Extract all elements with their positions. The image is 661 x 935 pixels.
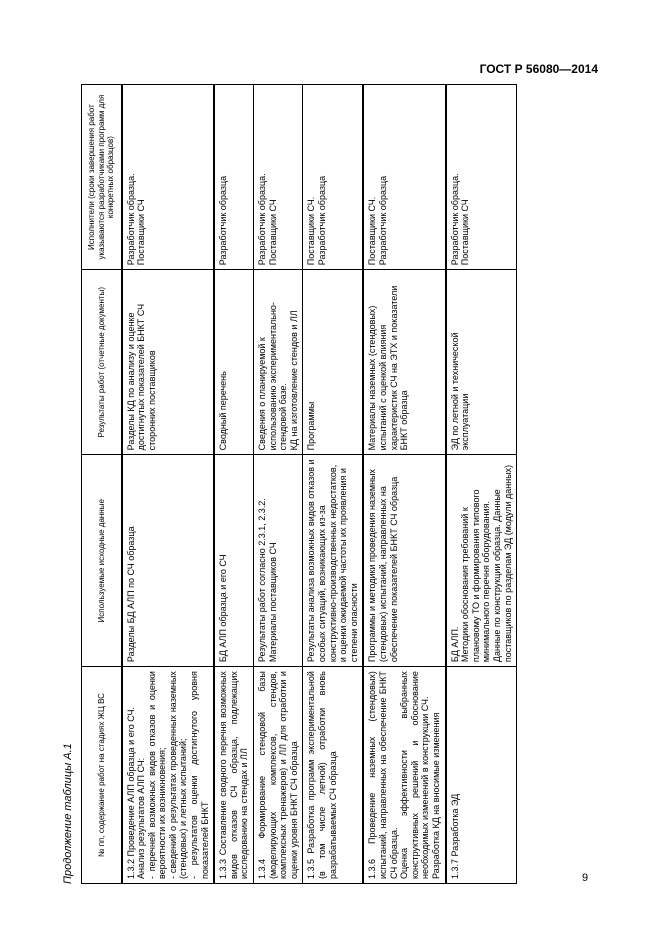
- cell-text: Сводный перечень: [218, 371, 229, 451]
- cell-text: ЭД по летной и технической эксплуатации: [449, 332, 471, 451]
- stage-cell: [214, 667, 253, 884]
- cell-text: Поставщики СЧ: [136, 199, 147, 266]
- results-cell: [446, 270, 517, 455]
- cell-text: Результаты работ согласно 2.3.1, 2.3.2.: [257, 498, 268, 663]
- cell-text: Анализ результатов АЛП СЧ:: [136, 757, 147, 879]
- stage-cell: [122, 667, 215, 884]
- cell-text: 1.3.7 Разработка ЭД: [449, 793, 460, 879]
- cell-text: Программы: [306, 401, 317, 451]
- results-cell: [214, 270, 253, 455]
- rotated-table-block: [61, 84, 558, 884]
- results-cell: [122, 270, 215, 455]
- cell-text: Разработчик образца.: [449, 173, 460, 266]
- table-row: [122, 85, 215, 884]
- results-cell: [254, 270, 303, 455]
- cell-text: 1.3.4 Формирование стендовой базы (моделирующих комплексов, стендов, комплексных тренажеров) и ЛЛ для отработки и оценки уровня БНКТ СЧ образца: [257, 671, 299, 879]
- table-row: [303, 85, 363, 884]
- table-row: [214, 85, 253, 884]
- cell-text: КД на изготовление стендов и ЛЛ: [288, 310, 299, 451]
- inputs-cell: [363, 455, 445, 667]
- inputs-cell: [122, 455, 215, 667]
- cell-text: - сведений о результатах проведенных наземных (стендовых) и летных испытаний;: [167, 671, 189, 879]
- cell-text: Методики обоснования требований к плановому ТО и формирования типового минимального перечня оборудования.: [460, 489, 492, 663]
- table-caption: Продолжение таблицы А.1: [62, 743, 74, 884]
- cell-text: Разработчик образца: [377, 175, 388, 266]
- cell-text: Разработчик образца.: [125, 173, 136, 266]
- cell-text: Разработка КД на вносимые изменения: [430, 712, 441, 879]
- table-body: [122, 85, 517, 884]
- cell-text: 1.3.5 Разработка программ экспериментальной (в том числе летной) отработки вновь разрабатываемых СЧ образца: [306, 671, 338, 879]
- column-header: Используемые исходные данные: [82, 455, 122, 667]
- inputs-cell: [214, 455, 253, 667]
- stage-cell: [363, 667, 445, 884]
- executors-cell: [214, 85, 253, 270]
- results-cell: [363, 270, 445, 455]
- requirements-table: [81, 84, 517, 884]
- table-row: [363, 85, 445, 884]
- column-header: Исполнители (сроки завершения работ указываются разработчиками программ для конкретных образцов): [82, 85, 122, 270]
- stage-cell: [446, 667, 517, 884]
- cell-text: Поставщики СЧ.: [367, 196, 378, 266]
- cell-text: Сведения о планируемой к использованию экспериментально-стендовой базе.: [257, 302, 289, 451]
- stage-cell: [254, 667, 303, 884]
- cell-text: Разработчик образца.: [257, 173, 268, 266]
- cell-text: Разработчик образца: [317, 175, 327, 266]
- stage-cell: [303, 667, 363, 884]
- cell-text: БД АЛП.: [449, 626, 460, 663]
- cell-text: 1.3.6 Проведение наземных (стендовых) испытаний, направленных на обеспечение БНКТ СЧ образца.: [367, 671, 399, 879]
- cell-text: Поставщики СЧ.: [306, 196, 317, 266]
- executors-cell: [446, 85, 517, 270]
- cell-text: Разделы БД АЛП по СЧ образца: [125, 526, 136, 663]
- page-number: 9: [582, 872, 589, 884]
- cell-text: Материалы поставщиков СЧ: [267, 542, 278, 663]
- cell-text: - результатов оценки достигнутого уровня показателей БНКТ: [189, 671, 210, 879]
- cell-text: Оценка эффективности выбранных конструктивных решений и обоснование необходимых изменений в конструкции СЧ.: [399, 671, 431, 879]
- cell-text: Поставщики СЧ: [267, 199, 278, 266]
- executors-cell: [254, 85, 303, 270]
- column-header: № пп, содержание работ на стадиях ЖЦ ВС: [82, 667, 122, 884]
- column-header: Результаты работ (отчетные документы): [82, 270, 122, 455]
- cell-text: 1.3.2 Проведение АЛП образца и его СЧ.: [125, 706, 136, 879]
- standard-code: ГОСТ Р 56080—2014: [479, 62, 598, 76]
- inputs-cell: [254, 455, 303, 667]
- executors-cell: [363, 85, 445, 270]
- cell-text: 1.3.3 Составление сводного перечня возможных видов отказов СЧ образца, подлежащих исследованию на стендах и ЛЛ: [218, 671, 250, 879]
- cell-text: БД АЛП образца и его СЧ: [218, 554, 229, 663]
- executors-cell: [303, 85, 363, 270]
- results-cell: [303, 270, 363, 455]
- cell-text: Программы и методики проведения наземных (стендовых) испытаний, направленных на обеспечение показателей БНКТ СЧ образца: [367, 468, 399, 663]
- table-row: [446, 85, 517, 884]
- cell-text: - перечней возможных видов отказов и оценки вероятности их возникновения;: [146, 671, 168, 879]
- table-row: [254, 85, 303, 884]
- cell-text: Материалы наземных (стендовых) испытаний с оценкой влияния характеристик СЧ на ЭТХ и показатели БНКТ образца: [367, 285, 410, 451]
- cell-text: Разделы КД по анализу и оценке достигнутых показателей БНКТ СЧ сторонних поставщиков: [125, 303, 157, 451]
- inputs-cell: [303, 455, 363, 667]
- inputs-cell: [446, 455, 517, 667]
- cell-text: Разработчик образца: [218, 175, 229, 266]
- table-header-row: [82, 85, 122, 884]
- cell-text: Результаты анализа возможных видов отказов и особых ситуаций, возникающих из-за конструктивно-производственных недостатков, и оценки ожидаемой частоты их проявления и степени опасности: [306, 459, 359, 663]
- executors-cell: [122, 85, 215, 270]
- cell-text: Поставщики СЧ: [460, 199, 471, 266]
- cell-text: Данные по конструкции образца. Данные поставщиков по разделам ЭД (модули данных): [491, 464, 513, 663]
